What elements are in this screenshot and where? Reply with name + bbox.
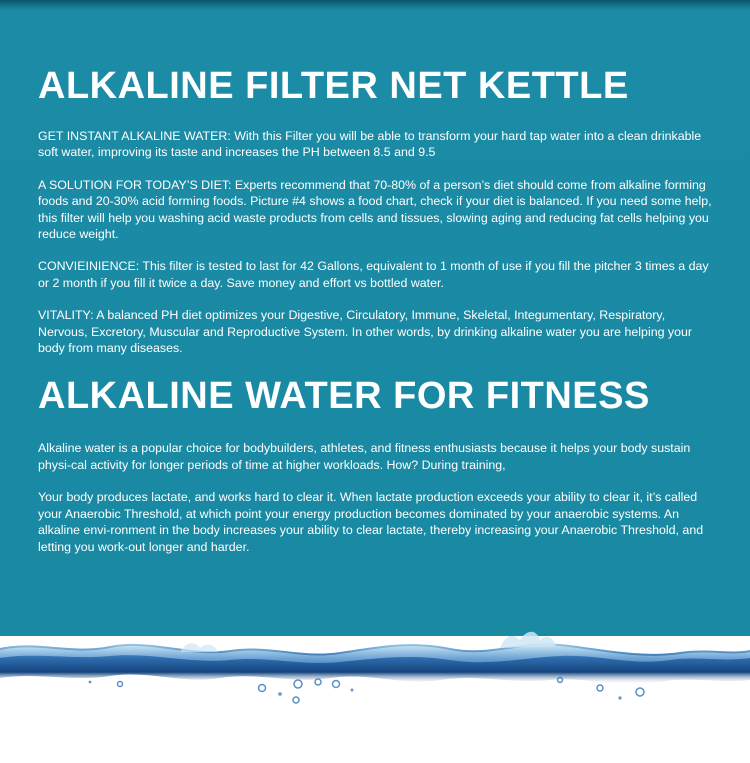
paragraph-diet-solution: A SOLUTION FOR TODAY’S DIET: Experts recommend that 70-80% of a person’s diet should come from alkaline forming foods and 20-30% acid forming foods. Picture #4 shows a food chart, check if your diet is balanced. If you need some help, this filter will help you washing acid waste products from cells and tissues, slowing aging and reducing fat cells helping you reduce weight. — [38, 177, 712, 242]
section-title-fitness: ALKALINE WATER FOR FITNESS — [38, 375, 650, 418]
paragraph-lactate: Your body produces lactate, and works hard to clear it. When lactate production exceeds your ability to clear it, it’s called your Anaerobic Threshold, at which point your energy production becomes dominated by your anaerobic systems. An alkaline envi-ronment in the body increases your ability to clear lactate, thereby increasing your Anaerobic Threshold, and letting you work-out longer and harder. — [38, 490, 704, 554]
content-column — [38, 62, 714, 571]
paragraph-instant-alkaline: GET INSTANT ALKALINE WATER: With this Filter you will be able to transform your hard tap water into a clean drinkable soft water, improving its taste and increases the PH between 8.5 and 9.5 — [38, 129, 702, 160]
top-shade — [0, 0, 750, 10]
paragraph-vitality: VITALITY: A balanced PH diet optimizes your Digestive, Circulatory, Immune, Skeletal, Integumentary, Respiratory, Nervous, Excretory, Muscular and Reproductive System. In other words, by drinking alkaline water you are helping your body from many diseases. — [38, 308, 693, 356]
paragraph-fitness-intro: Alkaline water is a popular choice for bodybuilders, athletes, and fitness enthusiasts because it helps your body sustain physi-cal activity for longer periods of time at higher workloads. How? During training, — [38, 441, 691, 472]
paragraph-convenience: CONVIEINIENCE: This filter is tested to last for 42 Gallons, equivalent to 1 month of use if you fill the pitcher 3 times a day or 2 month if you fill it twice a day. Save money and effort vs bottled water. — [38, 259, 709, 290]
water-splash-image — [0, 610, 750, 763]
section-title-filter-kettle: ALKALINE FILTER NET KETTLE — [38, 65, 629, 107]
